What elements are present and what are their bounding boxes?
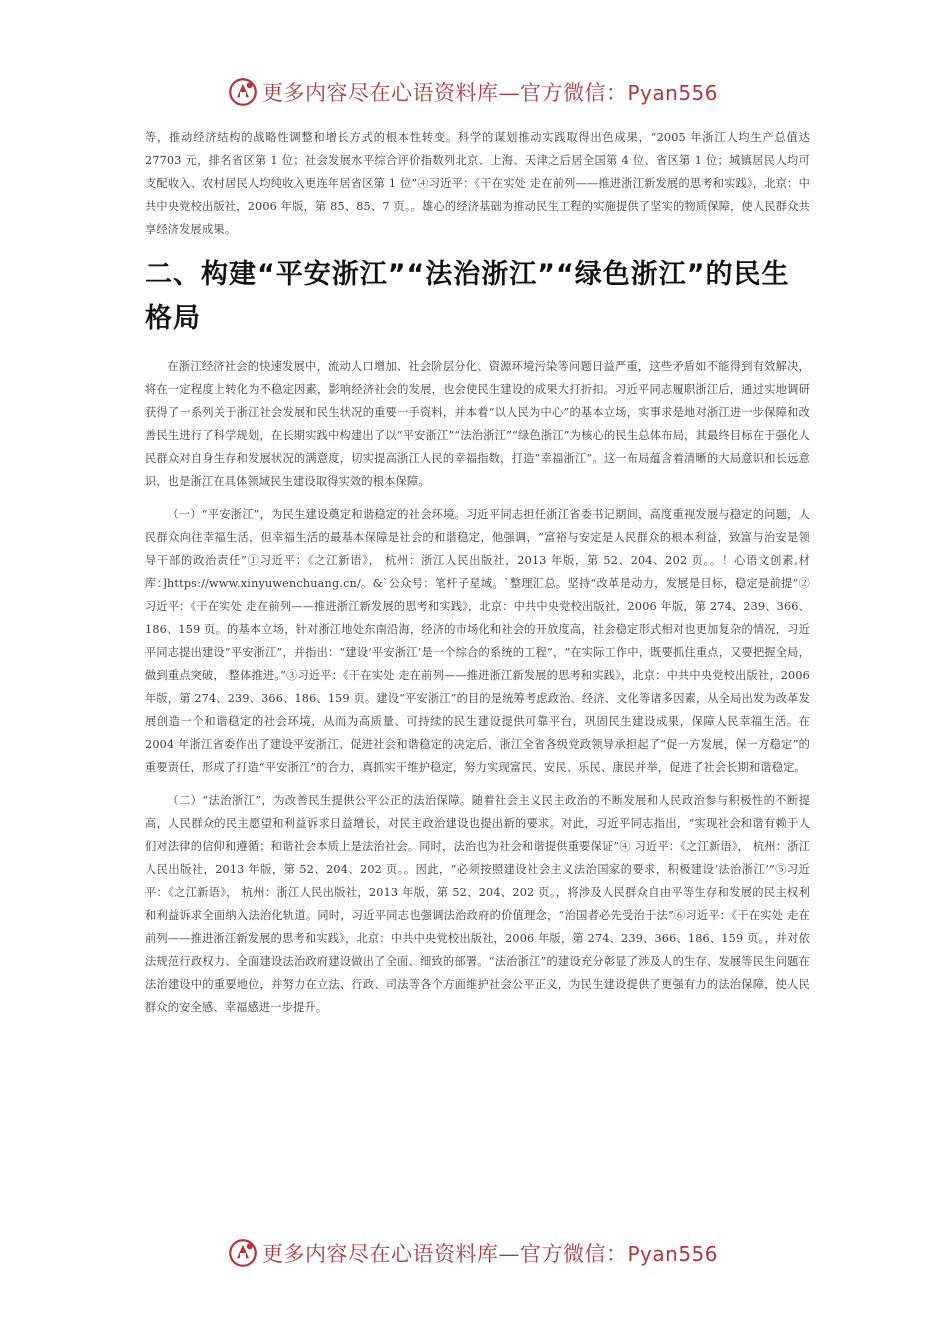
- section-heading: 二、构建“平安浙江”“法治浙江”“绿色浙江”的民生格局: [145, 259, 790, 334]
- paragraph-safe-zhejiang: （一）“平安浙江”，为民生建设奠定和谐稳定的社会环境。习近平同志担任浙江省委书记期间，高度重视发展与稳定的问题，人民群众向往幸福生活，但幸福生活的最基本保障是社会的和谐稳定，他强调，“富裕与安定是人民群众的根本利益，致富与治安是领导干部的政治责任”①习近平：《之江新语》， 杭州：浙江人民出版社，2013 年版，第 52、204、202 页。。！心语文创素,材库：]https://www.xinyuwenchuang.cn/。&`公众号：笔杆子星域。`整理汇总。坚持“改革是动力，发展是目标，稳定是前提”②习近平：《干在实处 走在前列——推进浙江新发展的思考和实践》，北京：中共中央党校出版社，2006 年版，第 274、239、366、186、159 页。的基本立场，针对浙江地处东南沿海，经济的市场化和社会的开放度高，社会稳定形式相对也更加复杂的情况，习近平同志提出建设“平安浙江”，并指出：“建设‘平安浙江’是一个综合的系统的工程”，“在实际工作中，既要抓住重点，又要把握全局，做到重点突破， 整体推进。”③习近平：《干在实处 走在前列——推进浙江新发展的思考和实践》，北京：中共中央党校出版社，2006 年版，第 274、239、366、186、159 页。建设“平安浙江”的目的是统筹考虑政治、经济、文化等诸多因素，从全局出发为改革发展创造一个和谐稳定的社会环境，从而为高质量、可持续的民生建设提供可靠平台，巩固民生建设成果，保障人民幸福生活。在 2004 年浙江省委作出了建设平安浙江、促进社会和谐稳定的决定后，浙江全省各级党政领导承担起了“促一方发展，保一方稳定”的重要责任，形成了打造“平安浙江”的合力，真抓实干维护稳定，努力实现富民、安民、乐民、康民并举，促进了社会长期和谐稳定。: [145, 508, 810, 774]
- paragraph-overview: 在浙江经济社会的快速发展中，流动人口增加、社会阶层分化、资源环境污染等问题日益严重，这些矛盾如不能得到有效解决，将在一定程度上转化为不稳定因素，影响经济社会的发展，也会使民生建设的成果大打折扣。习近平同志履职浙江后，通过实地调研获得了一系列关于浙江社会发展和民生状况的重要一手资料，并本着“以人民为中心”的基本立场，实事求是地对浙江进一步保障和改善民生进行了科学规划，在长期实践中构建出了以“平安浙江”“法治浙江”“绿色浙江”为核心的民生总体布局，其最终目标在于强化人民群众对自身生存和发展状况的满意度，切实提高浙江人民的幸福指数，打造“幸福浙江”。这一布局蕴含着清晰的大局意识和长远意识，也是浙江在具体领域民生建设取得实效的根本保障。: [145, 360, 810, 488]
- watermark-text: 更多内容尽在心语资料库—官方微信：Pyan556: [261, 1242, 718, 1266]
- wechat-id: Pyan556: [627, 81, 718, 105]
- wechat-id: Pyan556: [627, 1242, 718, 1266]
- watermark-banner-bottom: [228, 1233, 718, 1273]
- seal-logo-icon: [228, 1234, 258, 1272]
- watermark-text: 更多内容尽在心语资料库—官方微信：Pyan556: [261, 81, 718, 105]
- seal-logo-icon: [228, 73, 258, 111]
- paragraph-rule-of-law: （二）“法治浙江”，为改善民生提供公平公正的法治保障。随着社会主义民主政治的不断发展和人民政治参与积极性的不断提高，人民群众的民主愿望和利益诉求日益增长，对民主政治建设也提出新的要求。对此，习近平同志指出，“实现社会和谐有赖于人们对法律的信仰和遵循；和谐社会本质上是法治社会。同时，法治也为社会和谐提供重要保证”④ 习近平：《之江新语》， 杭州：浙江人民出版社，2013 年版，第 52、204、202 页。。因此，“必须按照建设社会主义法治国家的要求，积极建设‘法治浙江’”⑤习近平：《之江新语》， 杭州：浙江人民出版社，2013 年版，第 52、204、202 页。，将涉及人民群众自由平等生存和发展的民主权利和利益诉求全面纳入法治化轨道。同时，习近平同志也强调法治政府的价值理念，“治国者必先受治于法”⑥习近平：《干在实处 走在前列——推进浙江新发展的思考和实践》，北京：中共中央党校出版社，2006 年版，第 274、239、366、186、159 页。，并对依法规范行政权力、全面建设法治政府建设做出了全面、细致的部署。“法治浙江”的建设充分彰显了涉及人的生存、发展等民生问题在法治建设中的重要地位，并努力在立法、行政、司法等各个方面维护社会公平正义，为民生建设提供了更强有力的法治保障，使人民群众的安全感、幸福感进一步提升。: [145, 794, 810, 1014]
- watermark-banner-top: [228, 72, 718, 112]
- document-body: [145, 126, 810, 1019]
- paragraph-intro: 等，推动经济结构的战略性调整和增长方式的根本性转变。科学的谋划推动实践取得出色成果，“2005 年浙江人均生产总值达 27703 元，排名省区第 1 位；社会发展水平综合评价指数列北京、上海、天津之后居全国第 4 位、省区第 1 位；城镇居民人均可支配收入、农村居民人均纯收入更连年居省区第 1 位”④习近平：《干在实处 走在前列——推进浙江新发展的思考和实践》，北京：中共中央党校出版社，2006 年版，第 85、85、7 页。。雄心的经济基础为推动民生工程的实施提供了坚实的物质保障，使人民群众共享经济发展成果。: [145, 131, 810, 236]
